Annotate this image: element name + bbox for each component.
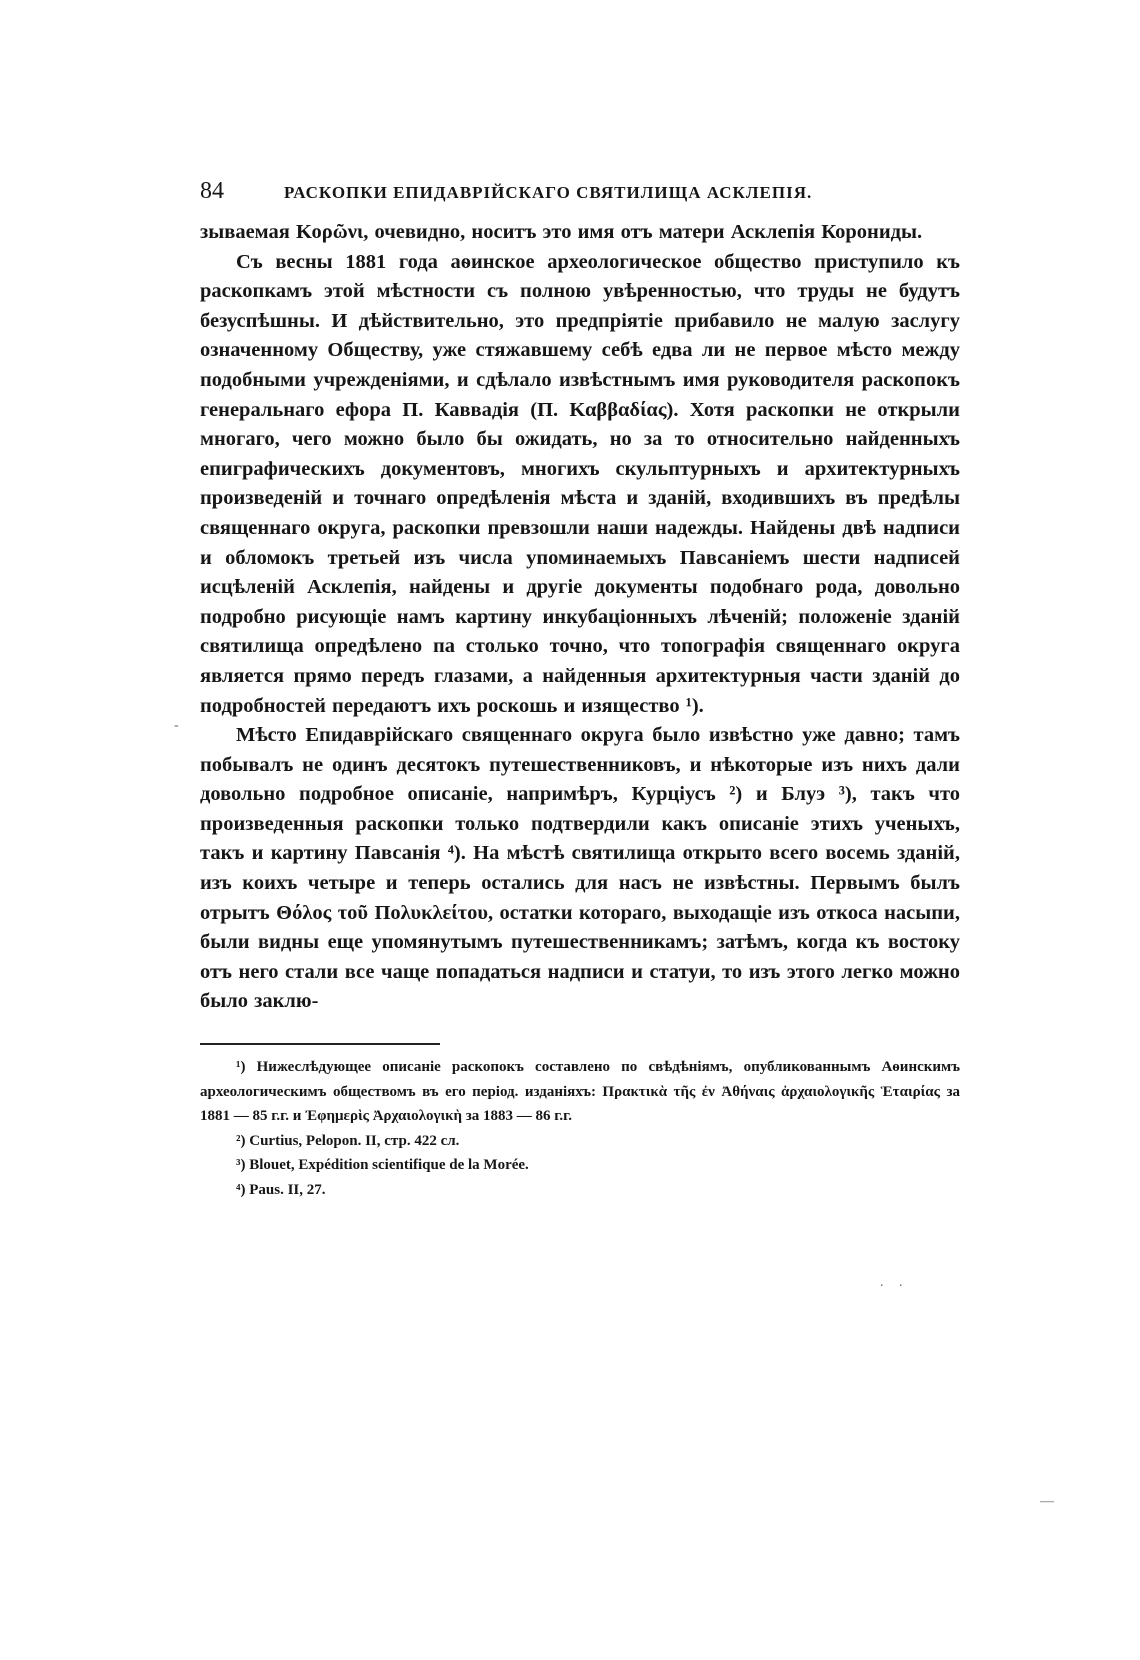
page-number: 84 bbox=[200, 178, 224, 204]
body-text bbox=[200, 218, 960, 1017]
margin-mark-left: - bbox=[174, 718, 179, 733]
footnote-divider bbox=[200, 1043, 440, 1045]
footnote-2: ²) Curtius, Pelopon. II, стр. 422 сл. bbox=[236, 1132, 460, 1149]
margin-mark-right: — bbox=[1040, 1494, 1054, 1509]
footnote-3: ³) Blouet, Expédition scientifique de la Morée. bbox=[236, 1157, 529, 1174]
page-header bbox=[200, 178, 960, 212]
paragraph-1: зываемая Κορῶνι, очевидно, носитъ это имя отъ матери Асклепія Корониды. bbox=[200, 221, 923, 243]
book-page bbox=[200, 178, 960, 1202]
footnote-1: ¹) Нижеслѣдующее описаніе раскопокъ составлено по свѣдѣніямъ, опубликованнымъ Аѳинскимъ археологическимъ обществомъ въ его період. изданіяхъ: Πρακτικὰ τῆς ἐν Ἀθήναις ἀρχαιολογικῆς Ἑταιρίας за 1881 — 85 г.г. и Ἐφημερὶς Ἀρχαιολογικὴ за 1883 — 86 г.г. bbox=[200, 1059, 960, 1125]
margin-mark-dots: . . bbox=[880, 1275, 909, 1290]
footnotes bbox=[200, 1055, 960, 1202]
paragraph-2: Съ весны 1881 года аѳинское археологическое общество приступило къ раскопкамъ этой мѣстности съ полною увѣренностью, что труды не будутъ безуспѣшны. И дѣйствительно, это предпріятіе прибавило не малую заслугу означенному Обществу, уже стяжавшему себѣ едва ли не первое мѣсто между подобными учрежденіями, и сдѣлало извѣстнымъ имя руководителя раскопокъ генеральнаго ефора П. Каввадія (Π. Καββαδίας). Хотя раскопки не открыли многаго, чего можно было бы ожидать, но за то относительно найденныхъ епиграфическихъ документовъ, многихъ скульптурныхъ и архитектурныхъ произведеній и точнаго опредѣленія мѣста и зданій, входившихъ въ предѣлы священнаго округа, раскопки превзошли наши надежды. Найдены двѣ надписи и обломокъ третьей изъ числа упоминаемыхъ Павсаніемъ шести надписей исцѣленій Асклепія, найдены и другіе документы подобнаго рода, довольно подробно рисующіе намъ картину инкубаціонныхъ лѣченій; положеніе зданій святилища опредѣлено па столько точно, что топографія священнаго округа является прямо передъ глазами, а найденныя архитектурныя части зданій до подробностей передаютъ ихъ роскошь и изящество ¹). bbox=[200, 250, 960, 717]
running-title: РАСКОПКИ ЕПИДАВРІЙСКАГО СВЯТИЛИЩА АСКЛЕПІЯ. bbox=[284, 183, 813, 202]
footnote-4: ⁴) Paus. II, 27. bbox=[236, 1181, 326, 1198]
paragraph-3: Мѣсто Епидаврійскаго священнаго округа было извѣстно уже давно; тамъ побывалъ не одинъ десятокъ путешественниковъ, и нѣкоторые изъ нихъ дали довольно подробное описаніе, напримѣръ, Курціусъ ²) и Блуэ ³), такъ что произведенныя раскопки только подтвердили какъ описаніе этихъ ученыхъ, такъ и картину Павсанія ⁴). На мѣстѣ святилища открыто всего восемь зданій, изъ коихъ четыре и теперь остались для насъ не извѣстны. Первымъ былъ отрытъ Θόλος τοῦ Πολυκλείτου, остатки котораго, выходащіе изъ откоса насыпи, были видны еще упомянутымъ путешественникамъ; затѣмъ, когда къ востоку отъ него стали все чаще попадаться надписи и статуи, то изъ этого легко можно было заклю- bbox=[200, 724, 960, 1013]
